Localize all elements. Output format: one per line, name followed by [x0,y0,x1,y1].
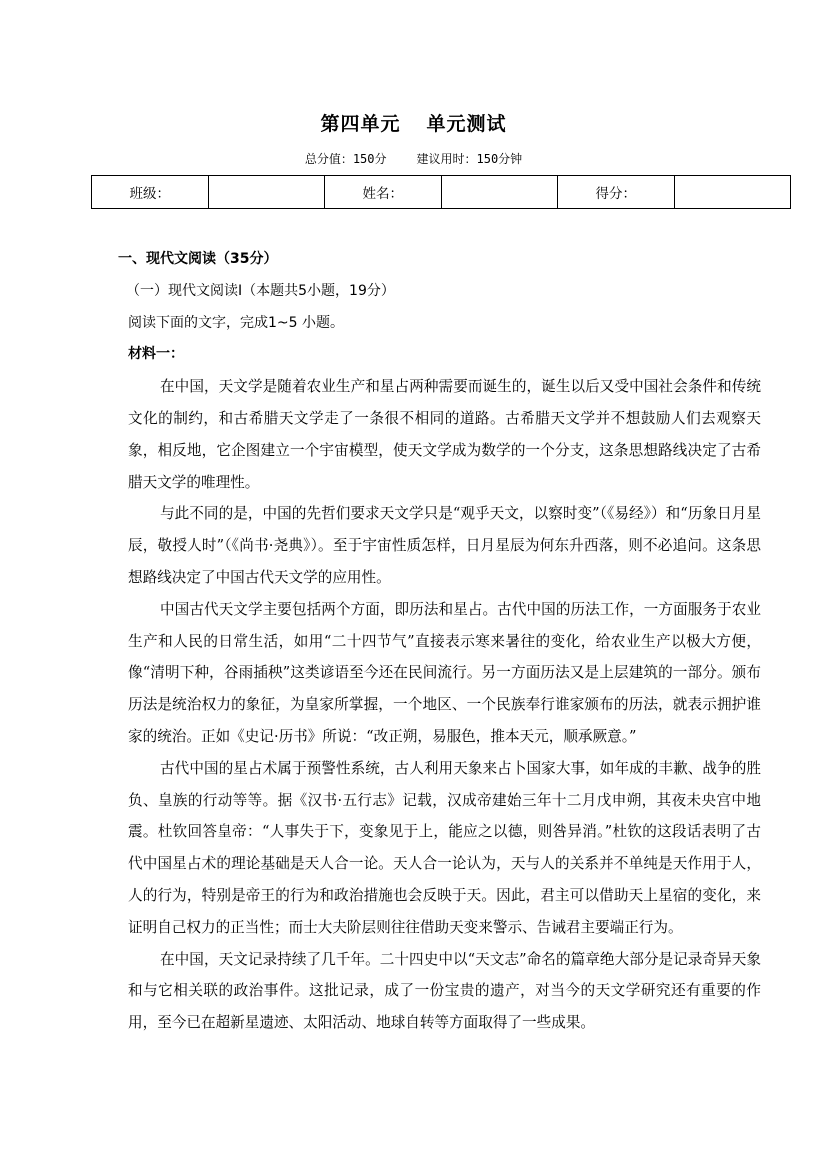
class-label: 班级： [92,176,209,209]
title-unit: 第四单元 [320,113,401,135]
name-label: 姓名： [325,176,442,209]
total-score: 总分值：150分 [304,152,387,166]
paragraph: 与此不同的是，中国的先哲们要求天文学只是“观乎天文，以察时变”（《易经》）和“历象日月星辰，敬授人时”（《尚书·尧典》）。至于宇宙性质怎样，日月星辰为何东升西落，则不必追问。这条思想路线决定了中国古代天文学的应用性。 [128,505,761,586]
exam-meta [0,150,827,167]
score-label: 得分： [558,176,675,209]
sub-heading: （一）现代文阅读Ⅰ（本题共5小题，19分） [126,282,395,299]
paragraph: 在中国，天文学是随着农业生产和星占两种需要而诞生的，诞生以后又受中国社会条件和传统文化的制约，和古希腊天文学走了一条很不相同的道路。古希腊天文学并不想鼓励人们去观察天象，相反地，它企图建立一个宇宙模型，使天文学成为数学的一个分支，这条思想路线决定了古希腊天文学的唯理性。 [128,378,761,491]
paragraph: 中国古代天文学主要包括两个方面，即历法和星占。古代中国的历法工作，一方面服务于农业生产和人民的日常生活，如用“二十四节气”直接表示寒来暑往的变化，给农业生产以极大方便，像“清明下种，谷雨插秧”这类谚语至今还在民间流行。另一方面历法又是上层建筑的一部分。颁布历法是统治权力的象征，为皇家所掌握，一个地区、一个民族奉行谁家颁布的历法，就表示拥护谁家的统治。正如《史记·历书》所说：“改正朔，易服色，推本天元，顺承厥意。” [128,600,761,745]
class-field[interactable] [208,176,325,209]
title-test: 单元测试 [426,113,507,135]
instruction: 阅读下面的文字，完成1~5 小题。 [128,314,344,331]
page-title [0,109,827,136]
paragraph: 古代中国的星占术属于预警性系统，古人利用天象来占卜国家大事，如年成的丰歉、战争的胜负、皇族的行动等等。据《汉书·五行志》记载，汉成帝建始三年十二月戊申朔，其夜未央宫中地震。杜钦回答皇帝：“人事失于下，变象见于上，能应之以德，则咎异消。”杜钦的这段话表明了古代中国星占术的理论基础是天人合一论。天人合一论认为，天与人的关系并不单纯是天作用于人，人的行为，特别是帝王的行为和政治措施也会反映于天。因此，君主可以借助天上星宿的变化，来证明自己权力的正当性；而士大夫阶层则往往借助天变来警示、告诫君主要端正行为。 [128,759,761,936]
score-field[interactable] [674,176,791,209]
section-heading: 一、现代文阅读（35分） [118,251,278,267]
paragraph: 在中国，天文记录持续了几千年。二十四史中以“天文志”命名的篇章绝大部分是记录奇异天象和与它相关联的政治事件。这批记录，成了一份宝贵的遗产，对当今的天文学研究还有重要的作用，至今已在超新星遗迹、太阳活动、地球自转等方面取得了一些成果。 [128,950,761,1032]
student-info-table [91,175,791,209]
name-field[interactable] [441,176,558,209]
reading-section [118,244,761,1039]
material-label: 材料一： [128,346,184,363]
suggested-time: 建议用时：150分钟 [416,152,523,166]
